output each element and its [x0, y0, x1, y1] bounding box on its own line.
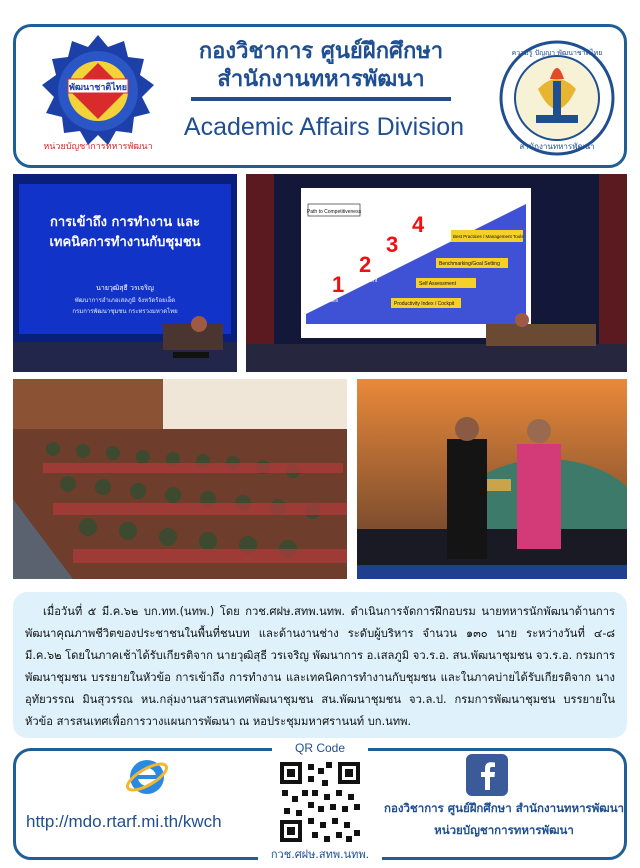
news-paragraph: เมื่อวันที่ ๕ มี.ค.๖๒ บก.ทท.(นทพ.) โดย กวช.ศฝษ.สทพ.นทพ. ดำเนินการจัดการฝึกอบรม นายทหารนักพัฒนาด้านการพัฒนาคุณภาพชีวิตของประชาชนในพื้นที่ชนบท และด้านงานช่าง ระดับผู้บริหาร จำนวน ๑๓๐ นาย ระหว่างวันที่ ๔-๘ มี.ค.๖๒ โดยในภาคเช้าได้รับเกียรติจาก นายวุฒิสุธี วรเจริญ พัฒนาการ อ.เสลภูมิ จว.ร.อ. สน.พัฒนาชุมชน จว.ร.อ. กรมการพัฒนาชุมชน บรรยายในหัวข้อ การเข้าถึง การทำงาน และเทคนิคการทำงานกับชุมชน และในภาคบ่ายได้รับเกียรติจาก นางอุทัยวรรณ มินสุวรรณ หน.กลุ่มงานสารสนเทศพัฒนาชุมชน สน.พัฒนาชุมชน จว.ล.ป. กรมการพัฒนาชุมชน บรรยายในหัวข้อ สารสนเทศเพื่อการวางแผนการพัฒนา ณ หอประชุมมหาศรานนท์ บก.นทพ. [13, 592, 627, 738]
header-title-line1: กองวิชาการ ศูนย์ฝึกศึกษา [198, 39, 444, 64]
qr-code-label: QR Code [272, 738, 368, 758]
footer-org-parent: หน่วยบัญชาการทหารพัฒนา [434, 823, 574, 837]
photo-token-presentation [357, 379, 627, 579]
photo-title-slide [13, 174, 237, 372]
logo-right-top-text: ความรู้ ปัญญา พัฒนาชาติไทย [511, 49, 603, 57]
logo-left-ring-text: หน่วยบัญชาการทหารพัฒนา [43, 142, 153, 152]
slide2-step-assessment: Assessment [350, 278, 378, 284]
slide1-title-line2: เทคนิคการทำงานกับชุมชน [49, 235, 201, 250]
slide2-number-2: 2 [359, 252, 372, 277]
header-title-english: Academic Affairs Division [183, 113, 465, 141]
slide2-label-self-assessment: Self Assessment [419, 281, 456, 287]
header-banner [13, 24, 627, 168]
header-title-line2: สำนักงานทหารพัฒนา [217, 67, 425, 92]
slide2-number-1: 1 [332, 272, 345, 297]
photo-presentation-slide [246, 174, 627, 372]
internet-explorer-icon [124, 754, 170, 800]
photo-audience [13, 379, 347, 579]
slide2-step-index: Index [326, 298, 339, 304]
division-seal-logo [498, 39, 616, 157]
slide2-number-3: 3 [386, 232, 399, 257]
slide2-step-gap: Gap analysis [376, 258, 405, 264]
logo-right-bottom-text: สำนักงานทหารพัฒนา [519, 142, 595, 151]
slide1-presenter-name: นายวุฒิสุธี วรเจริญ [96, 284, 154, 292]
slide2-label-productivity: Productivity Index / Cockpit [394, 301, 455, 307]
slide1-title-line1: การเข้าถึง การทำงาน และ [50, 215, 200, 230]
qr-code-caption: กวช.ศฝษ.สทพ.นทพ. [258, 845, 382, 863]
website-link[interactable]: http://mdo.rtarf.mi.th/kwch [26, 812, 222, 831]
slide2-label-best-practices: Best Practices / Management Tools [453, 234, 524, 239]
qr-code-image[interactable] [278, 760, 362, 844]
slide2-step-improvement: Improvement [404, 238, 434, 244]
slide1-presenter-position: พัฒนาการอำเภอเสลภูมิ จังหวัดร้อยเอ็ด [74, 297, 176, 304]
slide2-box-label: Path to Competitiveness [306, 209, 362, 215]
unit-emblem-logo [38, 33, 158, 153]
slide1-presenter-department: กรมการพัฒนาชุมชน กระทรวงมหาดไทย [72, 308, 178, 315]
slide2-number-4: 4 [412, 212, 425, 237]
header-divider [191, 97, 451, 101]
footer-org-name: กองวิชาการ ศูนย์ฝึกศึกษา สำนักงานทหารพัฒนา [383, 801, 625, 815]
facebook-icon[interactable] [466, 754, 508, 796]
slide2-label-benchmarking: Benchmarking/Goal Setting [439, 261, 500, 267]
logo-left-text: พัฒนาชาติไทย [68, 83, 128, 93]
